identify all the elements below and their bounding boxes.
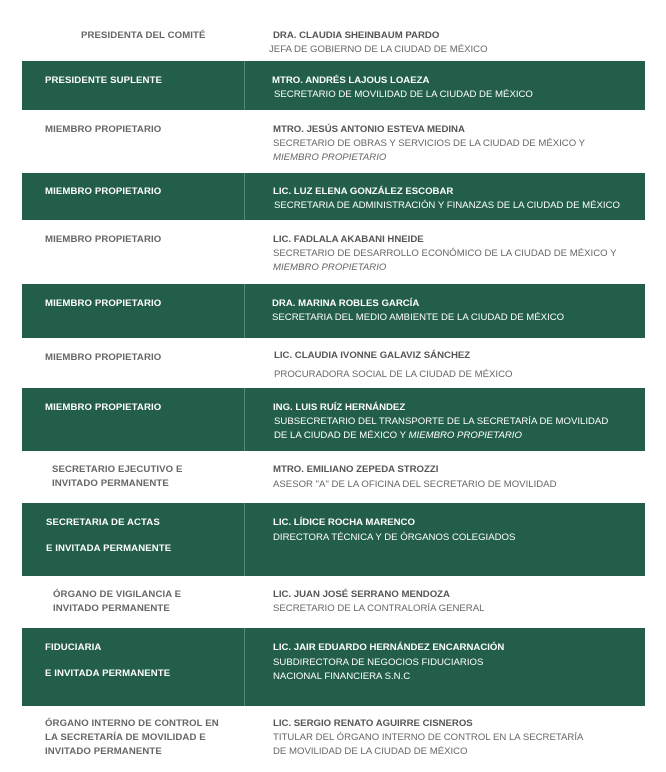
table-row (22, 388, 645, 451)
table-row (22, 220, 645, 284)
member-cell (273, 717, 583, 759)
member-name: DRA. MARINA ROBLES GARCÍA (272, 298, 420, 309)
member-cell (272, 74, 533, 102)
role-cell: SECRETARIA DE ACTAS E INVITADA PERMANENTE (46, 517, 172, 554)
table-row (22, 576, 645, 628)
member-cell (273, 185, 620, 213)
member-title: SUBDIRECTORA DE NEGOCIOS FIDUCIARIOS (273, 657, 484, 668)
member-name: MTRO. EMILIANO ZEPEDA STROZZI (273, 464, 439, 475)
member-title: SECRETARIO DE DESARROLLO ECONÓMICO DE LA CIUDAD DE MÉXICO Y (273, 248, 617, 259)
member-name: LIC. JUAN JOSÉ SERRANO MENDOZA (273, 589, 450, 600)
table-row (22, 284, 645, 338)
member-cell (273, 123, 585, 165)
member-name: LIC. LUZ ELENA GONZÁLEZ ESCOBAR (273, 186, 454, 197)
role-cell: ÓRGANO DE VIGILANCIA E INVITADO PERMANENTE (53, 589, 182, 614)
member-cell (273, 516, 515, 545)
table-row (22, 110, 645, 173)
role-cell: MIEMBRO PROPIETARIO (45, 352, 162, 363)
table-row (22, 451, 645, 503)
role-cell: MIEMBRO PROPIETARIO (45, 234, 162, 245)
role-cell: MIEMBRO PROPIETARIO (45, 298, 162, 309)
member-title-line2: DE LA CIUDAD DE MÉXICO Y MIEMBRO PROPIETARIO (274, 430, 522, 441)
member-title: TITULAR DEL ÓRGANO INTERNO DE CONTROL EN LA SECRETARÍA (273, 732, 584, 743)
member-cell (269, 29, 488, 57)
member-name: LIC. CLAUDIA IVONNE GALAVIZ SÁNCHEZ (274, 350, 471, 361)
member-title: SECRETARIO DE OBRAS Y SERVICIOS DE LA CIUDAD DE MÉXICO Y (273, 138, 586, 149)
member-title-line2: DE MOVILIDAD DE LA CIUDAD DE MÉXICO (273, 746, 468, 757)
role-cell: MIEMBRO PROPIETARIO (45, 402, 162, 413)
member-cell (273, 233, 617, 275)
table-row (22, 61, 645, 110)
table-row (22, 173, 645, 220)
member-cell (272, 297, 564, 325)
role-cell: MIEMBRO PROPIETARIO (45, 124, 162, 135)
member-name: MTRO. JESÚS ANTONIO ESTEVA MEDINA (273, 124, 465, 135)
member-title: JEFA DE GOBIERNO DE LA CIUDAD DE MÉXICO (269, 44, 488, 55)
member-cell (273, 641, 504, 684)
member-title: SECRETARIA DEL MEDIO AMBIENTE DE LA CIUDAD DE MÉXICO (272, 312, 565, 323)
member-name: LIC. SERGIO RENATO AGUIRRE CISNEROS (273, 718, 473, 729)
member-name: LIC. FADLALA AKABANI HNEIDE (273, 234, 424, 245)
role-cell: FIDUCIARIA E INVITADA PERMANENTE (45, 642, 171, 679)
member-cell (274, 349, 512, 382)
member-title-line2: NACIONAL FINANCIERA S.N.C (273, 671, 411, 682)
member-name: LIC. JAIR EDUARDO HERNÁNDEZ ENCARNACIÓN (273, 642, 505, 653)
member-cell (273, 401, 608, 443)
member-title: DIRECTORA TÉCNICA Y DE ÓRGANOS COLEGIADOS (273, 532, 516, 543)
member-title-italic: MIEMBRO PROPIETARIO (273, 262, 387, 273)
table-row (22, 24, 645, 61)
member-name: DRA. CLAUDIA SHEINBAUM PARDO (273, 30, 440, 41)
member-title: SECRETARIO DE LA CONTRALORÍA GENERAL (273, 603, 485, 614)
member-title-italic: MIEMBRO PROPIETARIO (273, 152, 387, 163)
member-name: MTRO. ANDRÉS LAJOUS LOAEZA (272, 75, 430, 86)
member-cell (273, 463, 557, 492)
member-name: LIC. LÍDICE ROCHA MARENCO (273, 517, 415, 528)
role-cell: SECRETARIO EJECUTIVO E INVITADO PERMANENTE (52, 464, 183, 489)
role-cell: PRESIDENTA DEL COMITÉ (81, 30, 206, 41)
member-title: SECRETARIO DE MOVILIDAD DE LA CIUDAD DE MÉXICO (274, 89, 533, 100)
table-row (22, 628, 645, 706)
table-row (22, 706, 645, 772)
member-title: PROCURADORA SOCIAL DE LA CIUDAD DE MÉXICO (274, 369, 513, 380)
role-cell: PRESIDENTE SUPLENTE (45, 75, 163, 86)
member-title: ASESOR "A" DE LA OFICINA DEL SECRETARIO DE MOVILIDAD (273, 479, 557, 490)
role-cell: MIEMBRO PROPIETARIO (45, 186, 162, 197)
role-cell: ÓRGANO INTERNO DE CONTROL EN LA SECRETARÍA DE MOVILIDAD E INVITADO PERMANENTE (45, 718, 219, 757)
member-title: SUBSECRETARIO DEL TRANSPORTE DE LA SECRETARÍA DE MOVILIDAD (274, 416, 609, 427)
table-row (22, 338, 645, 388)
member-cell (273, 588, 484, 616)
member-title: SECRETARIA DE ADMINISTRACIÓN Y FINANZAS DE LA CIUDAD DE MÉXICO (274, 200, 620, 211)
member-name: ING. LUIS RUÍZ HERNÁNDEZ (273, 402, 406, 413)
table-row (22, 503, 645, 576)
